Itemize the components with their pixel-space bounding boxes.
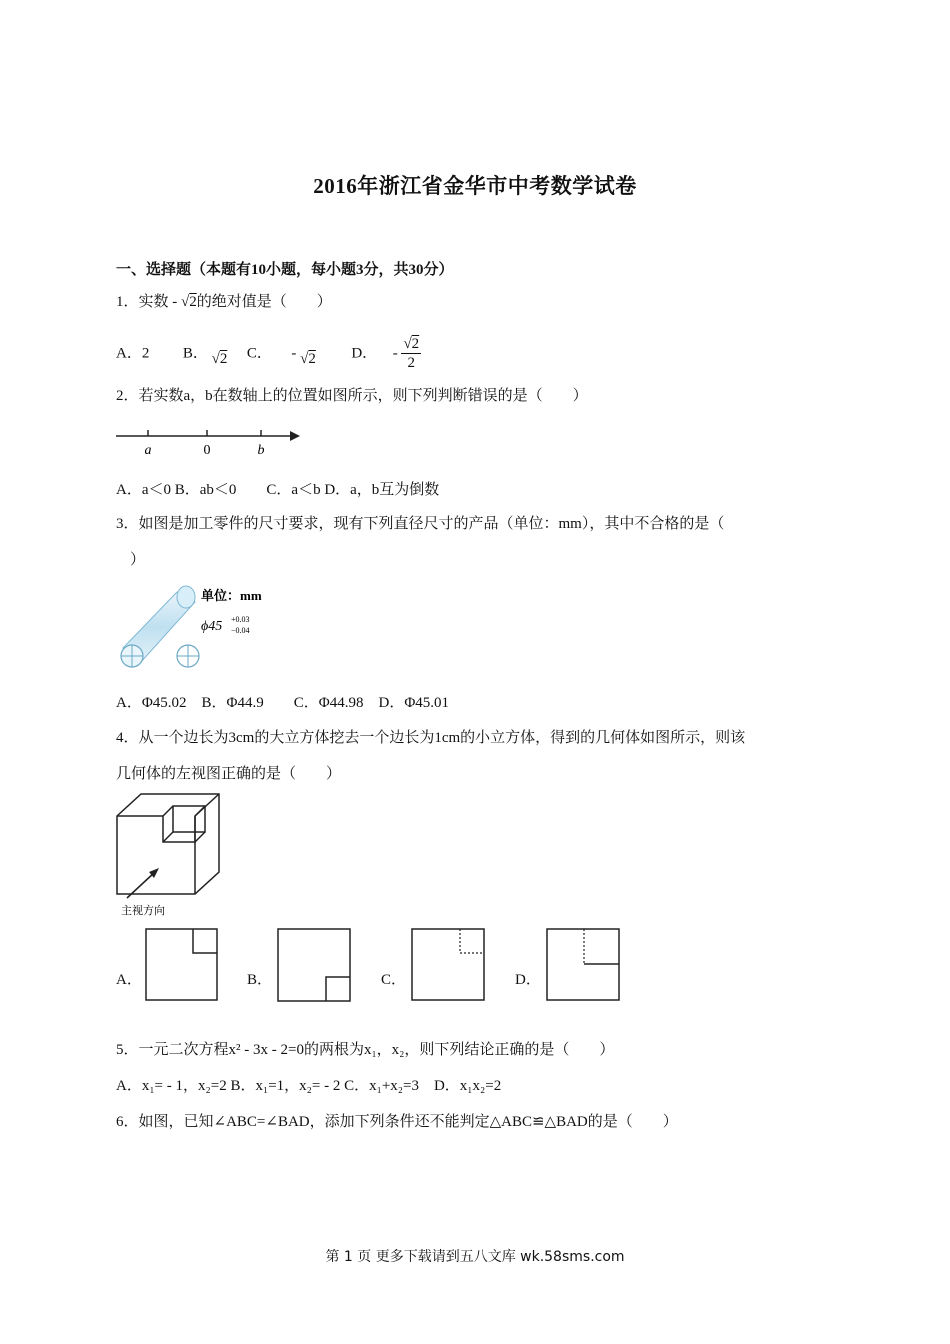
unit-label: 单位：mm (201, 588, 262, 603)
question-3-options: A．Φ45.02 B．Φ44.9 C．Φ44.98 D．Φ45.01 (116, 695, 450, 711)
q4-option-a-label: A． (116, 972, 142, 988)
axis-label-a: a (144, 443, 152, 458)
option-b-square (278, 929, 350, 1001)
question-5-options: A．x₁= ‑ 1，x₂=2 B．x₁=1，x₂= ‑ 2 C．x₁+x₂=3 D．x₁x₂=2 (116, 1078, 502, 1094)
q4-option-c-figure (411, 928, 487, 1002)
question-2-options: A．a＜0 B．ab＜0 C．a＜b D．a，b互为倒数 (116, 482, 440, 498)
q1-radicand: 2 (189, 294, 197, 310)
q1-option-d: D． (351, 345, 378, 362)
view-direction-label: 主视方向 (121, 905, 165, 917)
q1-option-c: C． (246, 345, 272, 362)
question-1-options (116, 337, 421, 371)
q1-option-b-sqrt: √2 (211, 351, 228, 368)
q4-option-a-figure (145, 928, 219, 1002)
option-c-square (412, 929, 484, 1000)
option-a-inner-square (193, 929, 217, 953)
option-a-square (146, 929, 217, 1000)
q1-fraction-radicand: 2 (411, 336, 420, 352)
diameter-label: ϕ45 (201, 619, 223, 634)
number-line-figure (114, 424, 304, 460)
sqrt-2-expression: √2 (181, 294, 197, 310)
q4-option-d-label: D． (515, 972, 541, 988)
axis-label-b: b (257, 443, 265, 458)
q1-option-c-radicand: 2 (308, 351, 316, 368)
q1-option-b-radicand: 2 (219, 351, 228, 368)
cylinder-top-end (177, 586, 195, 608)
number-line-arrow (290, 431, 300, 441)
cut-out-corner (195, 832, 205, 842)
page-footer: 第 1 页 更多下载请到五八文库 wk.58sms.com (325, 1249, 625, 1265)
axis-label-0: 0 (203, 443, 211, 458)
q1-option-b: B． (182, 345, 208, 362)
q1-stem-suffix: 的绝对值是（ ） (196, 294, 332, 310)
page-title: 2016年浙江省金华市中考数学试卷 (313, 174, 637, 198)
q1-option-c-minus: - (291, 345, 297, 362)
q1-fraction-denominator: 2 (407, 355, 416, 371)
question-3-stem: 3．如图是加工零件的尺寸要求，现有下列直径尺寸的产品（单位：mm），其中不合格的是（ (116, 516, 725, 532)
tolerance-lower: −0.04 (231, 626, 250, 635)
question-5-stem: 5．一元二次方程x² ‑ 3x ‑ 2=0的两根为x₁，x₂，则下列结论正确的是（ ） (116, 1042, 615, 1058)
section-heading: 一、选择题（本题有10小题，每小题3分，共30分） (116, 262, 454, 278)
question-6-stem: 6．如图，已知∠ABC=∠BAD，添加下列条件还不能判定△ABC≌△BAD的是（ ） (116, 1114, 678, 1130)
q1-fraction-numerator: √2 (403, 336, 420, 352)
cube-figure (113, 792, 225, 918)
question-1 (116, 290, 332, 311)
option-c-hidden-edges (460, 929, 484, 953)
q1-stem-prefix: 1．实数 (116, 294, 169, 310)
q4-option-b-figure (277, 928, 353, 1004)
q1-minus: - (172, 294, 178, 310)
tolerance-upper: +0.03 (231, 615, 250, 624)
question-3-stem-end: ） (130, 552, 146, 568)
q1-option-a: A．2 (116, 345, 150, 362)
q1-option-c-sqrt: √2 (300, 351, 316, 368)
q1-option-d-minus: - (392, 345, 398, 362)
question-4-stem-line1: 4．从一个边长为3cm的大立方体挖去一个边长为1cm的小立方体，得到的几何体如图所示，则该 (116, 730, 746, 746)
cylinder-part-figure (113, 580, 273, 672)
question-2-stem: 2．若实数a，b在数轴上的位置如图所示，则下列判断错误的是（ ） (116, 388, 588, 404)
cube-top-right-edge (195, 794, 219, 816)
q1-option-d-fraction (401, 337, 421, 371)
question-4-stem-line2: 几何体的左视图正确的是（ ） (116, 766, 342, 782)
option-b-inner-square (326, 977, 350, 1001)
q4-option-c-label: C． (381, 972, 407, 988)
q4-option-b-label: B． (247, 972, 273, 988)
q4-option-d-figure (546, 928, 622, 1002)
